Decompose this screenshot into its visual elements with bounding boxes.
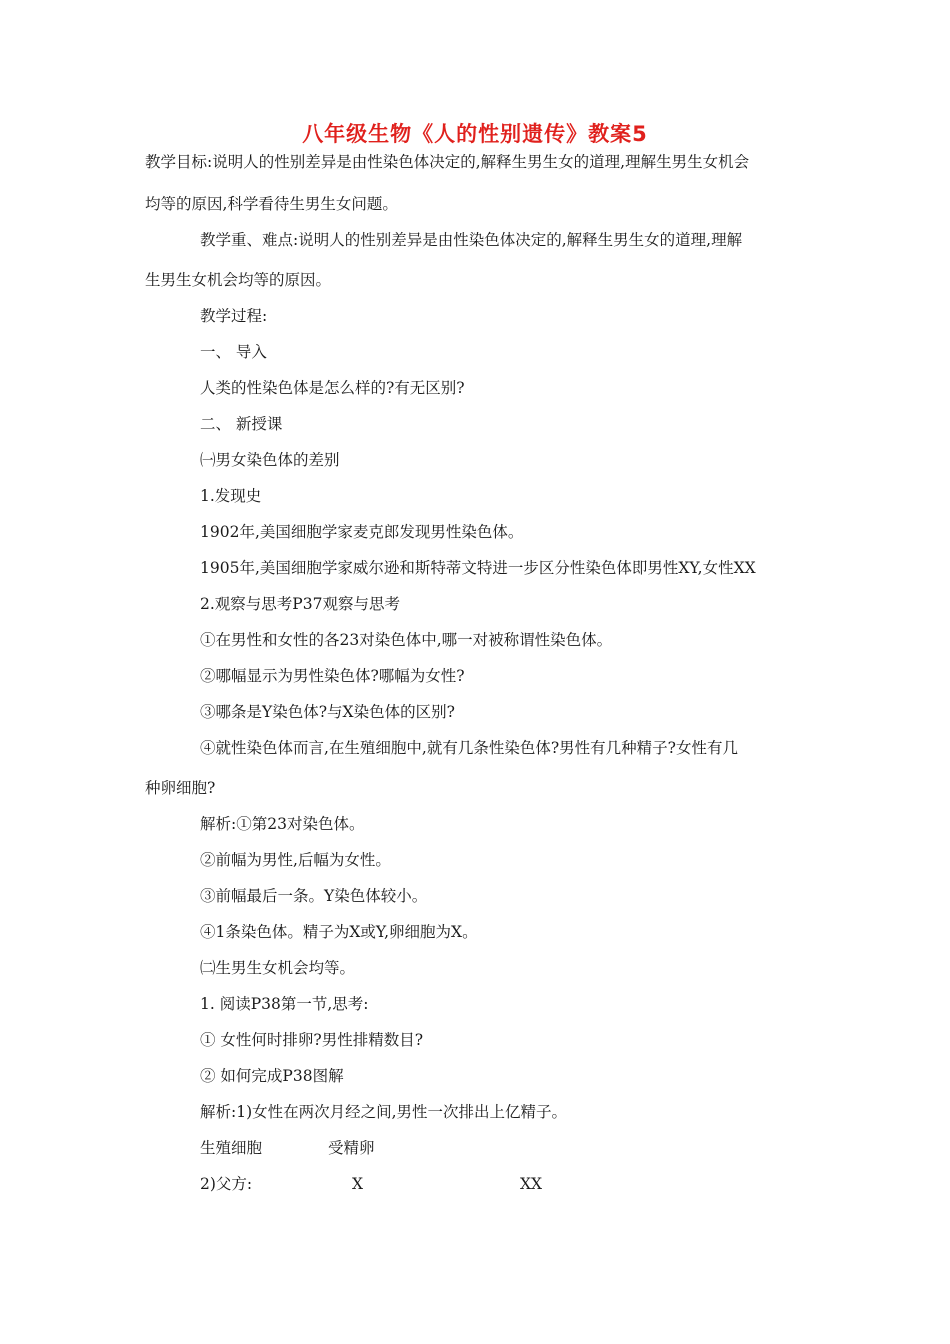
table-header-germ-cell: 生殖细胞: [200, 1139, 263, 1157]
text-line: ④就性染色体而言,在生殖细胞中,就有几条性染色体?男性有几种精子?女性有几: [200, 739, 738, 757]
document-title: 八年级生物《人的性别遗传》教案5: [302, 122, 648, 146]
text-line: ①在男性和女性的各23对染色体中,哪一对被称谓性染色体。: [200, 631, 613, 649]
text-line: ③哪条是Y染色体?与X染色体的区别?: [200, 703, 455, 721]
text-line: ②前幅为男性,后幅为女性。: [200, 851, 391, 869]
text-line: ① 女性何时排卵?男性排精数目?: [200, 1031, 424, 1049]
text-line: 教学重、难点:说明人的性别差异是由性染色体决定的,解释生男生女的道理,理解: [200, 231, 743, 249]
text-line: 教学过程:: [200, 307, 268, 325]
text-line: 二、 新授课: [200, 415, 283, 433]
text-line: ㈠男女染色体的差别: [200, 451, 340, 469]
text-line: ④1条染色体。精子为X或Y,卵细胞为X。: [200, 923, 478, 941]
text-line: 解析:1)女性在两次月经之间,男性一次排出上亿精子。: [200, 1103, 568, 1121]
text-line: 1. 阅读P38第一节,思考:: [200, 995, 369, 1013]
text-line: 一、 导入: [200, 343, 267, 361]
text-line: 1902年,美国细胞学家麦克郎发现男性染色体。: [200, 523, 524, 541]
table-cell-germ-cell: X: [352, 1175, 364, 1193]
text-line: ②哪幅显示为男性染色体?哪幅为女性?: [200, 667, 465, 685]
text-line: 解析:①第23对染色体。: [200, 815, 365, 833]
text-line: ② 如何完成P38图解: [200, 1067, 344, 1085]
text-line: 教学目标:说明人的性别差异是由性染色体决定的,解释生男生女的道理,理解生男生女机会: [145, 153, 750, 171]
text-line: 均等的原因,科学看待生男生女问题。: [145, 195, 398, 213]
text-line: ③前幅最后一条。Y染色体较小。: [200, 887, 428, 905]
text-line: 1.发现史: [200, 487, 262, 505]
text-line: 生男生女机会均等的原因。: [145, 271, 332, 289]
table-row-label-father: 2)父方:: [200, 1175, 253, 1193]
text-line: 人类的性染色体是怎么样的?有无区别?: [200, 379, 465, 397]
text-line: 2.观察与思考P37观察与思考: [200, 595, 400, 613]
table-header-zygote: 受精卵: [328, 1139, 375, 1157]
text-line: 种卵细胞?: [145, 779, 216, 797]
table-cell-zygote: XX: [520, 1175, 543, 1193]
text-line: ㈡生男生女机会均等。: [200, 959, 356, 977]
text-line: 1905年,美国细胞学家威尔逊和斯特蒂文特进一步区分性染色体即男性XY,女性XX: [200, 559, 756, 577]
